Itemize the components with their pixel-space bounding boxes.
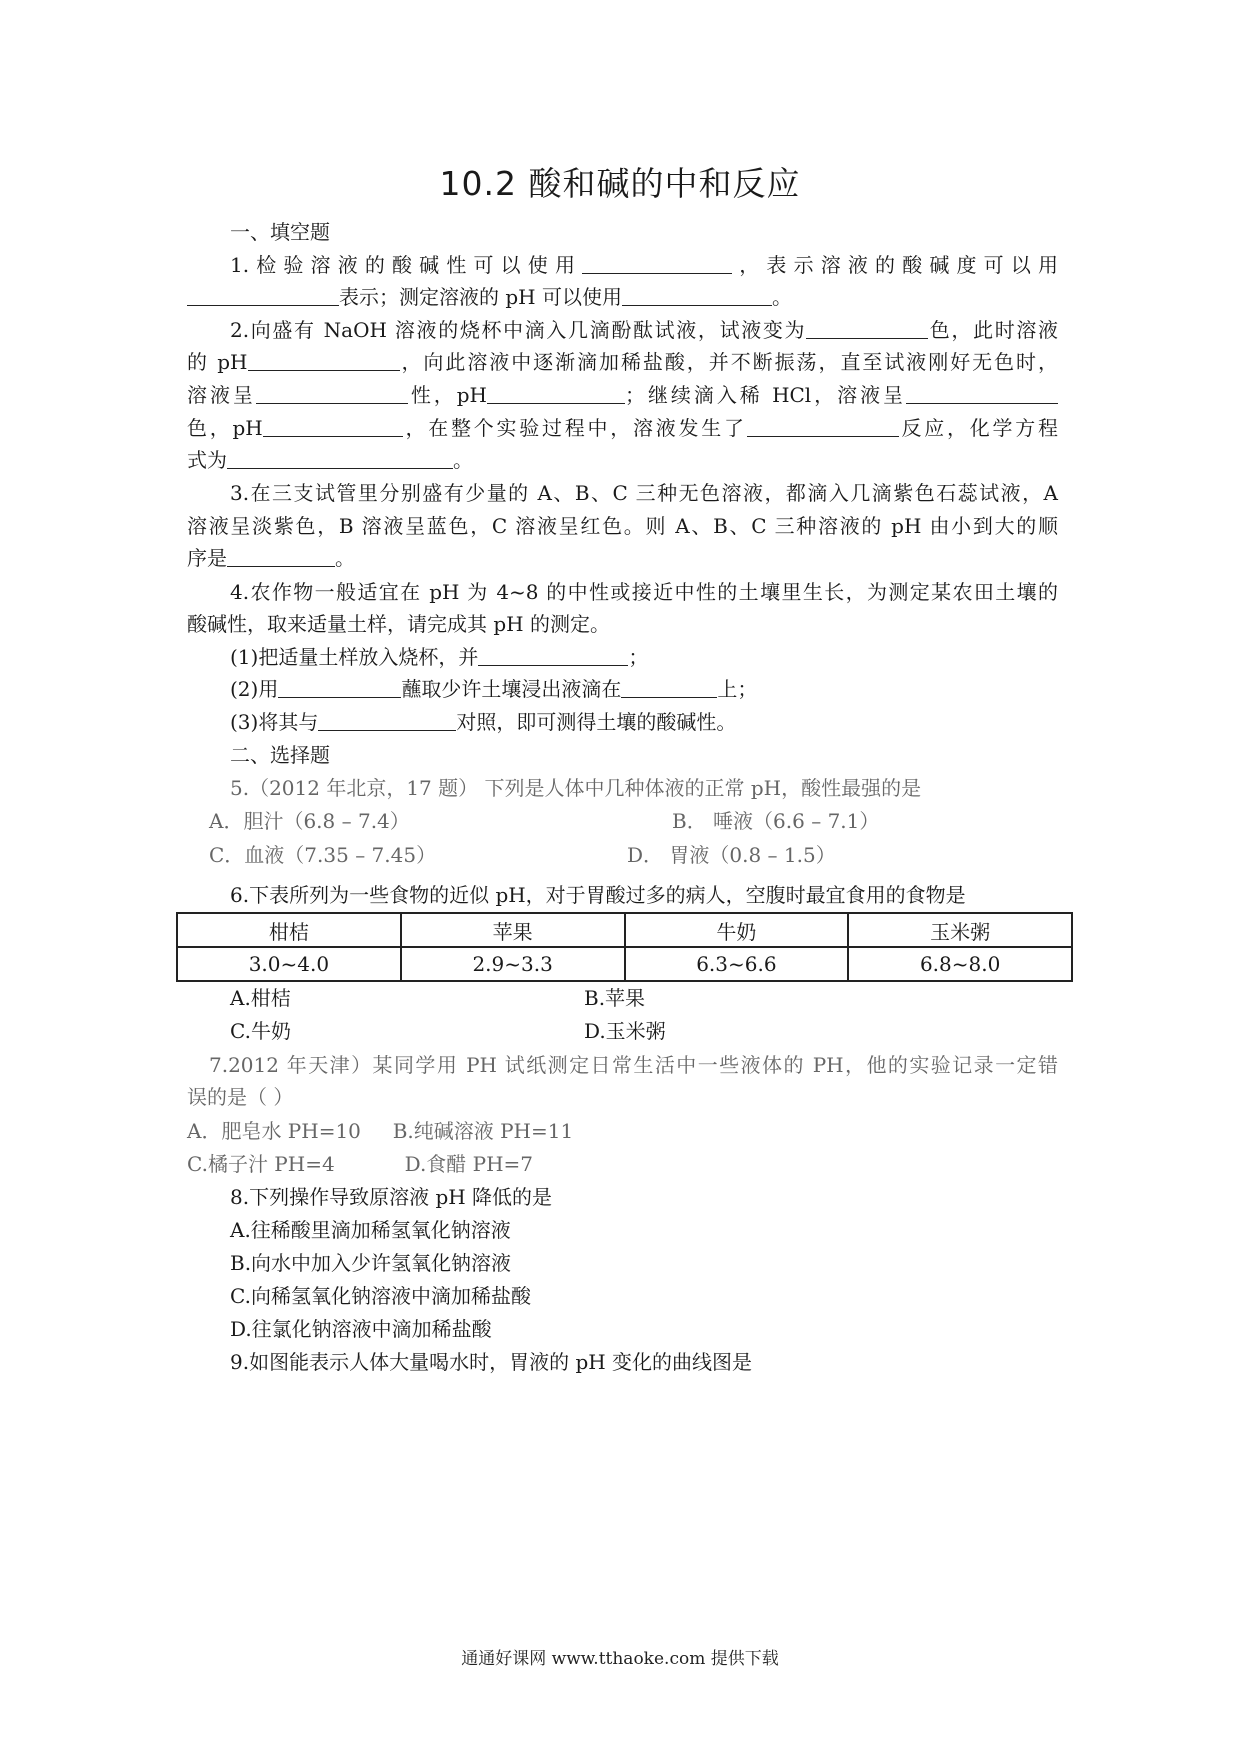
q5-option-b[interactable]: B． 唾液（6.6 – 7.1） bbox=[672, 809, 880, 833]
q2-text-h: 色，pH bbox=[187, 416, 263, 440]
q4-step1-end: ； bbox=[628, 645, 649, 669]
q4-blank-3[interactable] bbox=[621, 675, 717, 698]
q3-line-3 bbox=[187, 543, 355, 573]
section-heading-choice: 二、选择题 bbox=[230, 743, 330, 767]
q2-line-2 bbox=[187, 347, 1058, 377]
q4-step-3 bbox=[230, 707, 736, 737]
q4-line-1: 4.农作物一般适宜在 pH 为 4~8 的中性或接近中性的土壤里生长，为测定某农田土壤的 bbox=[230, 580, 1058, 604]
q2-text-d: ，向此溶液中逐渐滴加稀盐酸，并不断振荡，直至试液刚好无色时， bbox=[399, 350, 1059, 374]
q7-options-cd[interactable]: C.橘子汁 PH=4 D.食醋 PH=7 bbox=[187, 1152, 534, 1176]
page-footer: 通通好课网 www.tthaoke.com 提供下载 bbox=[461, 1649, 779, 1669]
q1-blank-3[interactable] bbox=[622, 283, 772, 306]
table-header-row bbox=[177, 913, 1072, 947]
q2-blank-5[interactable] bbox=[906, 381, 1058, 404]
q2-line-5 bbox=[187, 445, 473, 475]
table-header-cell: 牛奶 bbox=[625, 913, 849, 947]
q4-blank-4[interactable] bbox=[318, 708, 456, 731]
q3-text-a: 序是 bbox=[187, 546, 227, 570]
table-header-cell: 柑桔 bbox=[177, 913, 401, 947]
q3-blank-1[interactable] bbox=[227, 544, 335, 567]
q1-line-1 bbox=[230, 250, 1058, 280]
q5-option-a[interactable]: A．胆汁（6.8 – 7.4） bbox=[209, 809, 410, 833]
q1-text-a: 1.检验溶液的酸碱性可以使用 bbox=[230, 253, 583, 277]
table-header-cell: 玉米粥 bbox=[848, 913, 1072, 947]
q4-step1-text: (1)把适量土样放入烧杯，并 bbox=[230, 645, 479, 669]
q1-text-b: ，表示溶液的酸碱度可以用 bbox=[732, 253, 1058, 277]
q2-blank-3[interactable] bbox=[256, 381, 408, 404]
table-header-cell: 苹果 bbox=[401, 913, 625, 947]
q1-line-2 bbox=[187, 282, 792, 312]
q3-line-1: 3.在三支试管里分别盛有少量的 A、B、C 三种无色溶液，都滴入几滴紫色石蕊试液，A bbox=[230, 481, 1058, 505]
q7-options-ab[interactable]: A．肥皂水 PH=10 B.纯碱溶液 PH=11 bbox=[187, 1119, 574, 1143]
q2-blank-4[interactable] bbox=[487, 381, 625, 404]
page-title: 10.2 酸和碱的中和反应 bbox=[439, 164, 801, 203]
q2-text-i: ，在整个实验过程中，溶液发生了 bbox=[402, 416, 747, 440]
q1-blank-1[interactable] bbox=[582, 251, 732, 274]
q8-option-d[interactable]: D.往氯化钠溶液中滴加稀盐酸 bbox=[230, 1317, 492, 1341]
table-cell: 6.8~8.0 bbox=[848, 947, 1072, 981]
q2-text-e: 溶液呈 bbox=[187, 383, 256, 407]
q7-line-1: 7.2012 年天津）某同学用 PH 试纸测定日常生活中一些液体的 PH，他的实验记录一定错 bbox=[209, 1053, 1058, 1077]
q2-blank-7[interactable] bbox=[747, 414, 899, 437]
food-ph-table bbox=[176, 912, 1073, 982]
q2-blank-2[interactable] bbox=[248, 348, 400, 371]
q4-blank-2[interactable] bbox=[278, 675, 401, 698]
table-cell: 3.0~4.0 bbox=[177, 947, 401, 981]
q2-blank-8[interactable] bbox=[227, 446, 453, 469]
q2-text-g: ；继续滴入稀 HCl，溶液呈 bbox=[625, 383, 906, 407]
q2-blank-1[interactable] bbox=[806, 316, 928, 339]
table-cell: 2.9~3.3 bbox=[401, 947, 625, 981]
q6-option-c[interactable]: C.牛奶 bbox=[230, 1019, 291, 1043]
q6-option-b[interactable]: B.苹果 bbox=[584, 986, 646, 1010]
q1-blank-2[interactable] bbox=[187, 283, 339, 306]
q2-text-c: 的 pH bbox=[187, 350, 248, 374]
q2-blank-6[interactable] bbox=[263, 414, 403, 437]
q4-line-2: 酸碱性，取来适量土样，请完成其 pH 的测定。 bbox=[187, 612, 610, 636]
q1-period: 。 bbox=[771, 285, 792, 309]
q4-step3-text-a: (3)将其与 bbox=[230, 710, 319, 734]
q6-option-a[interactable]: A.柑桔 bbox=[230, 986, 291, 1010]
q8-option-c[interactable]: C.向稀氢氧化钠溶液中滴加稀盐酸 bbox=[230, 1284, 531, 1308]
q8-option-b[interactable]: B.向水中加入少许氢氧化钠溶液 bbox=[230, 1251, 512, 1275]
q2-text-f: 性，pH bbox=[407, 383, 487, 407]
q9-stem: 9.如图能表示人体大量喝水时，胃液的 pH 变化的曲线图是 bbox=[230, 1350, 753, 1374]
q7-line-2: 误的是（ ） bbox=[187, 1085, 294, 1109]
q2-text-a: 2.向盛有 NaOH 溶液的烧杯中滴入几滴酚酞试液，试液变为 bbox=[230, 318, 807, 342]
q4-step-1 bbox=[230, 642, 648, 672]
q3-line-2: 溶液呈淡紫色，B 溶液呈蓝色，C 溶液呈红色。则 A、B、C 三种溶液的 pH 由小到大的顺 bbox=[187, 514, 1058, 538]
q8-stem: 8.下列操作导致原溶液 pH 降低的是 bbox=[230, 1185, 553, 1209]
q4-step2-text-a: (2)用 bbox=[230, 677, 279, 701]
q5-stem: 5.（2012 年北京，17 题） 下列是人体中几种体液的正常 pH，酸性最强的是 bbox=[230, 776, 922, 800]
q2-text-j: 反应，化学方程 bbox=[898, 416, 1058, 440]
q2-line-3 bbox=[187, 380, 1058, 410]
q2-period: 。 bbox=[453, 448, 473, 472]
q5-option-c[interactable]: C．血液（7.35 – 7.45） bbox=[209, 843, 437, 867]
q4-step2-end: 上； bbox=[717, 677, 758, 701]
q1-text-c: 表示；测定溶液的 pH 可以使用 bbox=[339, 285, 622, 309]
table-cell: 6.3~6.6 bbox=[625, 947, 849, 981]
section-heading-fill-blank: 一、填空题 bbox=[230, 220, 330, 244]
q8-option-a[interactable]: A.往稀酸里滴加稀氢氧化钠溶液 bbox=[230, 1218, 511, 1242]
q2-text-k: 式为 bbox=[187, 448, 227, 472]
q4-blank-1[interactable] bbox=[478, 643, 628, 666]
q4-step3-text-b: 对照，即可测得土壤的酸碱性。 bbox=[456, 710, 737, 734]
q5-option-d[interactable]: D． 胃液（0.8 – 1.5） bbox=[627, 843, 836, 867]
q4-step-2 bbox=[230, 674, 757, 704]
q2-line-1 bbox=[230, 315, 1058, 345]
q2-line-4 bbox=[187, 413, 1058, 443]
q3-period: 。 bbox=[335, 546, 355, 570]
table-row bbox=[177, 947, 1072, 981]
q6-stem: 6.下表所列为一些食物的近似 pH，对于胃酸过多的病人，空腹时最宜食用的食物是 bbox=[230, 883, 966, 907]
q2-text-b: 色，此时溶液 bbox=[928, 318, 1058, 342]
q4-step2-text-b: 蘸取少许土壤浸出液滴在 bbox=[401, 677, 622, 701]
q6-option-d[interactable]: D.玉米粥 bbox=[584, 1019, 666, 1043]
